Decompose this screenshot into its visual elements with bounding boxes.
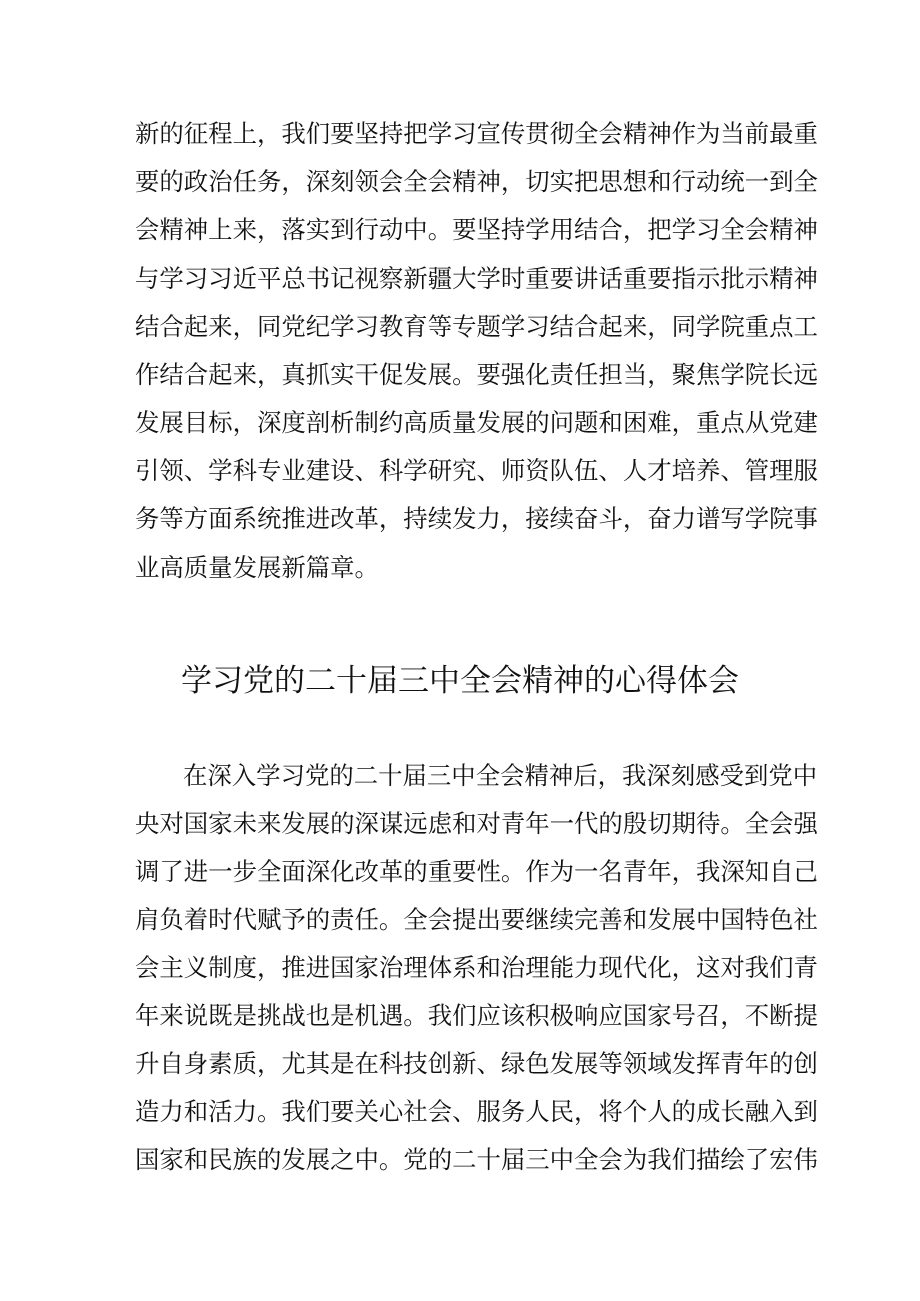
text-line: 作结合起来，真抓实干促发展。要强化责任担当，聚焦学院长远 xyxy=(135,360,818,389)
text-line: 造力和活力。我们要关心社会、服务人民，将个人的成长融入到 xyxy=(135,1097,818,1126)
text-line: 国家和民族的发展之中。党的二十届三中全会为我们描绘了宏伟 xyxy=(135,1145,818,1174)
text-line: 引领、学科专业建设、科学研究、师资队伍、人才培养、管理服 xyxy=(135,456,818,485)
text-line: 央对国家未来发展的深谋远虑和对青年一代的殷切期待。全会强 xyxy=(135,809,818,838)
text-line: 升自身素质，尤其是在科技创新、绿色发展等领域发挥青年的创 xyxy=(135,1049,818,1078)
text-line: 与学习习近平总书记视察新疆大学时重要讲话重要指示批示精神 xyxy=(135,264,818,293)
text-line: 业高质量发展新篇章。 xyxy=(135,553,379,582)
text-line: 结合起来，同党纪学习教育等专题学习结合起来，同学院重点工 xyxy=(135,312,818,341)
text-line: 会主义制度，推进国家治理体系和治理能力现代化，这对我们青 xyxy=(135,953,818,982)
text-line: 要的政治任务，深刻领会全会精神，切实把思想和行动统一到全 xyxy=(135,167,818,196)
text-line: 会精神上来，落实到行动中。要坚持学用结合，把学习全会精神 xyxy=(135,215,818,244)
text-line: 发展目标，深度剖析制约高质量发展的问题和困难，重点从党建 xyxy=(135,408,818,437)
text-line: 务等方面系统推进改革，持续发力，接续奋斗，奋力谱写学院事 xyxy=(135,504,818,533)
text-line: 调了进一步全面深化改革的重要性。作为一名青年，我深知自己 xyxy=(135,857,818,886)
text-line: 新的征程上，我们要坚持把学习宣传贯彻全会精神作为当前最重 xyxy=(135,119,818,148)
text-line: 肩负着时代赋予的责任。全会提出要继续完善和发展中国特色社 xyxy=(135,905,818,934)
text-line: 在深入学习党的二十届三中全会精神后，我深刻感受到党中 xyxy=(183,761,818,790)
text-line: 年来说既是挑战也是机遇。我们应该积极响应国家号召，不断提 xyxy=(135,1001,818,1030)
section-title: 学习党的二十届三中全会精神的心得体会 xyxy=(181,663,739,699)
